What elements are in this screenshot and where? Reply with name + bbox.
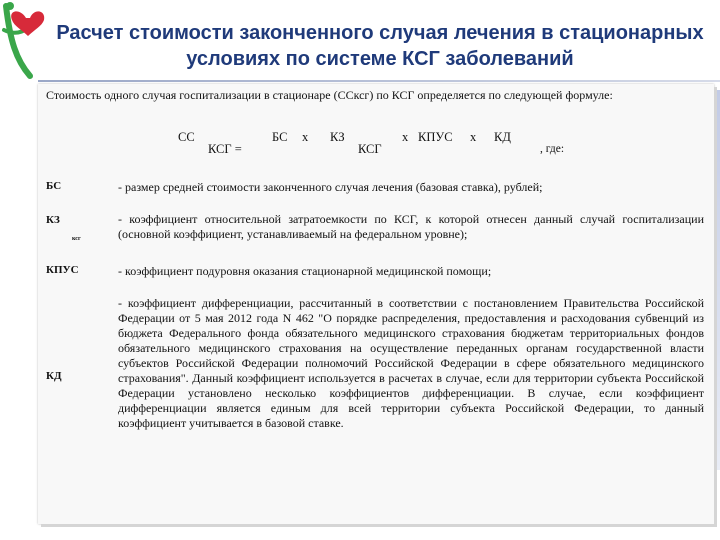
formula-lhs-subscript: КСГ = [208, 142, 242, 156]
definition-term-subscript: ксг [72, 236, 81, 242]
definition-term: КПУС [46, 264, 79, 276]
formula-suffix: , где: [540, 143, 565, 155]
formula-kpus: КПУС [418, 130, 453, 144]
formula-kz: КЗ [330, 130, 345, 144]
formula-times-1: х [302, 130, 309, 144]
definition-term: БС [46, 180, 62, 192]
formula-kz-subscript: КСГ [358, 142, 382, 156]
formula-kd: КД [494, 130, 511, 144]
definition-text: - коэффициент относительной затратоемкости по КСГ, к которой отнесен данный случай госпитализации (основной коэффициент, устанавливаемый на федеральном уровне); [118, 212, 704, 241]
definition-term: КД [46, 370, 62, 382]
formula-lhs: СС [178, 130, 195, 144]
intro-text: Стоимость одного случая госпитализации в стационаре (ССксг) по КСГ определяется по следующей формуле: [46, 88, 613, 102]
definition-text: - коэффициент дифференциации, рассчитанный в соответствии с постановлением Правительства Российской Федерации от 5 мая 2012 года N 462 "О порядке распределения, предоставления и расходования субвенций из бюджета Федерального фонда обязательного медицинского страхования бюджетам территориальных фондов обязательного медицинского страхования на осуществление переданных органам государственной власти субъектов Российской Федерации полномочий Российской Федерации в сфере обязательного медицинского страхования". Данный коэффициент используется в расчетах в случае, если для территории субъекта Российской Федерации установлено несколько коэффициентов дифференциации. В случае, если коэффициент дифференциации является единым для всей территории субъекта Российской Федерации, то данный коэффициент учитывается в базовой ставке. [118, 296, 704, 430]
definition-text: - коэффициент подуровня оказания стационарной медицинской помощи; [118, 264, 492, 278]
formula-bs: БС [272, 130, 288, 144]
decorative-side-bar [715, 90, 720, 470]
formula-times-2: х [402, 130, 409, 144]
definition-term: КЗ [46, 214, 60, 226]
page-title: Расчет стоимости законченного случая лечения в стационарных условиях по системе КСГ заболеваний [56, 22, 704, 70]
formula-times-3: х [470, 130, 477, 144]
definition-text: - размер средней стоимости законченного случая лечения (базовая ставка), рублей; [118, 180, 543, 194]
title-divider [38, 80, 720, 82]
